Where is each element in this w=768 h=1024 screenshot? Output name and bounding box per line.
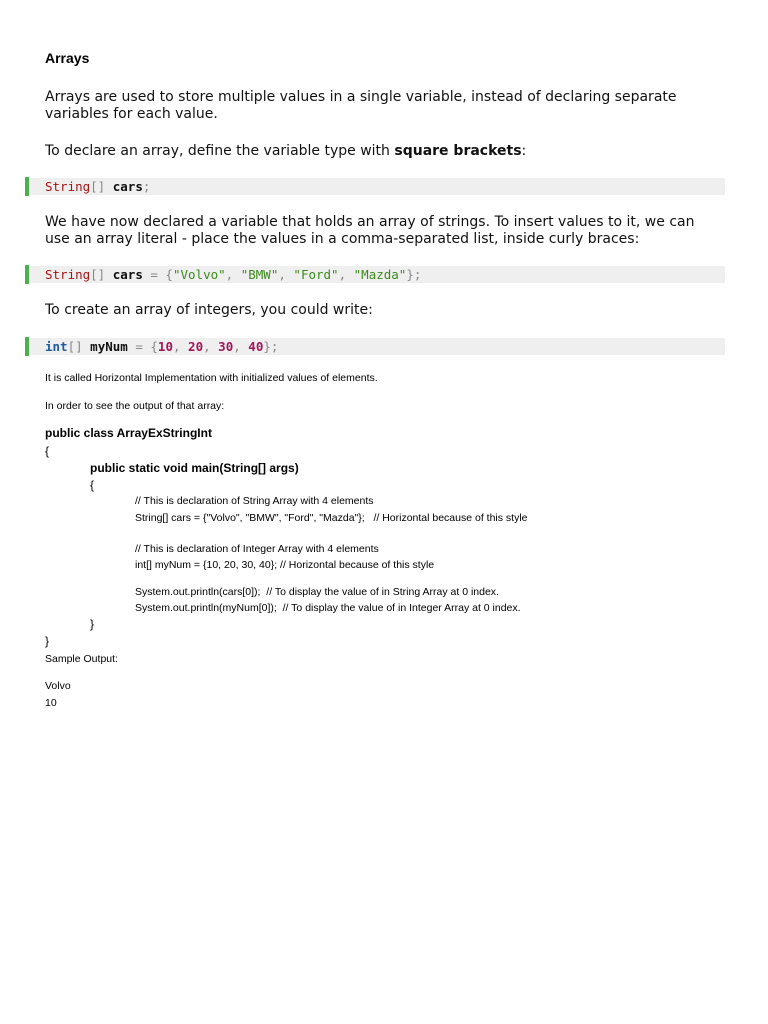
code-accent-bar (25, 265, 29, 284)
literal-paragraph: We have now declared a variable that holds an array of strings. To insert values to it, we can use an array literal - place the values in a comma-separated list, inside curly braces: (45, 214, 695, 247)
program-line: System.out.println(cars[0]); // To display the value of in String Array at 0 index. (135, 586, 499, 598)
note-horizontal: It is called Horizontal Implementation with initialized values of elements. (45, 372, 378, 384)
declare-suffix: : (521, 143, 527, 159)
program-brace: } (45, 634, 50, 648)
code-value: 40 (248, 339, 264, 354)
code-type: String (45, 267, 91, 282)
program-brace: { (90, 478, 95, 492)
program-class-line: public class ArrayExStringInt (45, 426, 212, 440)
code-end: }; (263, 339, 279, 354)
code-var-name: cars (112, 267, 143, 282)
code-end: }; (406, 267, 422, 282)
output-line: 10 (45, 697, 57, 709)
code-brackets: [] (90, 179, 106, 194)
code-sep: , (233, 339, 249, 354)
page-title: Arrays (45, 50, 90, 66)
code-value: 10 (157, 339, 173, 354)
code-var-name: cars (112, 179, 143, 194)
code-end: ; (142, 179, 151, 194)
program-brace: } (90, 617, 95, 631)
code-sep: , (203, 339, 219, 354)
code-sep: , (278, 267, 294, 282)
note-output: In order to see the output of that array: (45, 400, 225, 412)
intro-paragraph: Arrays are used to store multiple values in a single variable, instead of declaring separate variables for each value. (45, 89, 677, 122)
code-sep: , (338, 267, 354, 282)
code-block-strings (26, 266, 725, 283)
code-value: "BMW" (240, 267, 279, 282)
code-var-name: myNum (90, 339, 128, 354)
output-line: Volvo (45, 680, 71, 692)
declare-bold: square brackets (394, 143, 522, 159)
code-type: int (45, 339, 68, 354)
code-value: "Ford" (293, 267, 339, 282)
code-assign: = { (127, 339, 158, 354)
int-paragraph: To create an array of integers, you could write: (45, 302, 373, 318)
code-block-declare (26, 178, 725, 195)
code-value: "Mazda" (353, 267, 407, 282)
declare-paragraph (45, 143, 715, 160)
program-comment: // This is declaration of Integer Array with 4 elements (135, 543, 379, 555)
program-main-line: public static void main(String[] args) (90, 461, 299, 475)
sample-output-label: Sample Output: (45, 653, 118, 665)
code-block-ints (26, 338, 725, 355)
declare-prefix: To declare an array, define the variable type with (45, 143, 395, 159)
program-line: String[] cars = {"Volvo", "BMW", "Ford", "Mazda"}; // Horizontal because of this style (135, 512, 528, 524)
program-comment: // This is declaration of String Array with 4 elements (135, 495, 374, 507)
code-value: "Volvo" (172, 267, 226, 282)
code-sep: , (225, 267, 241, 282)
program-brace: { (45, 444, 50, 458)
program-line: int[] myNum = {10, 20, 30, 40}; // Horizontal because of this style (135, 559, 435, 571)
code-type: String (45, 179, 91, 194)
code-brackets: [] (67, 339, 83, 354)
code-accent-bar (25, 337, 29, 356)
code-sep: , (172, 339, 189, 354)
code-accent-bar (25, 177, 29, 196)
code-value: 30 (218, 339, 234, 354)
code-value: 20 (188, 339, 204, 354)
code-brackets: [] (90, 267, 106, 282)
code-assign: = { (142, 267, 173, 282)
program-line: System.out.println(myNum[0]); // To display the value of in Integer Array at 0 index. (135, 602, 521, 614)
